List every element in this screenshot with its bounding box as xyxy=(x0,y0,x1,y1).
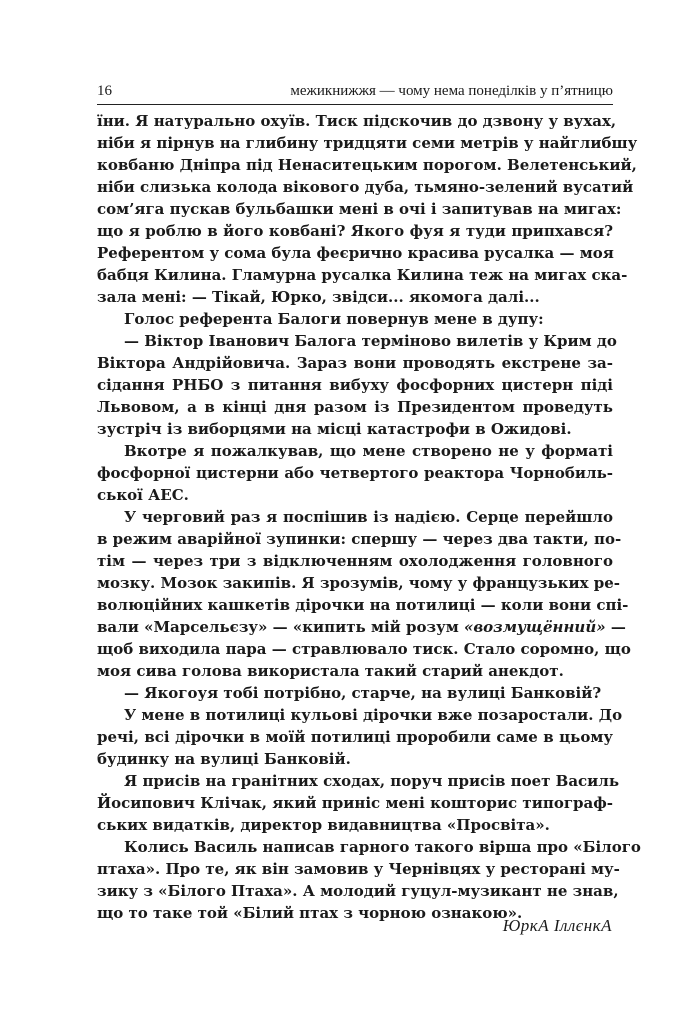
text-line: в режим аварійної зупинки: спершу — через два такти, по- xyxy=(97,530,622,548)
text-line: ковбаню Дніпра під Ненаситецьким порогом. Велетенський, xyxy=(97,156,637,174)
text-line: Голос референта Балоги повернув мене в дупу: xyxy=(124,310,544,328)
text-line: мозку. Мозок закипів. Я зрозумів, чому у французьких ре- xyxy=(97,574,621,592)
text-line: що то таке той «Білий птах з чорною ознакою». xyxy=(97,904,523,922)
text-line: ської АЕС. xyxy=(97,486,189,504)
text-line: зала мені: — Тікай, Юрко, звідси... якомога далі... xyxy=(97,288,540,306)
text-line-start: вали «Марсельєзу» — «кипить мій розум xyxy=(97,618,464,636)
text-line: птаха». Про те, як він замовив у Чернівцях у ресторані му- xyxy=(97,860,620,878)
text-line: що я роблю в його ковбані? Якого фуя я туди припхався? xyxy=(97,222,613,240)
text-line: будинку на вулиці Банковій. xyxy=(97,750,351,768)
text-line: волюційних кашкетів дірочки на потилиці — коли вони спі- xyxy=(97,596,629,614)
italic-quote: «возмущённий» xyxy=(463,618,606,636)
text-line: речі, всі дірочки в моїй потилиці проробили саме в цьому xyxy=(97,728,613,746)
text-line-end: — xyxy=(605,618,626,636)
text-line: ніби слизька колода вікового дуба, тьмяно-зелений вусатий xyxy=(97,178,634,196)
text-line: Йосипович Клічак, який приніс мені кошторис типограф- xyxy=(97,794,613,812)
text-line: моя сива голова використала такий старий анекдот. xyxy=(97,662,564,680)
text-line: У мене в потилиці кульові дірочки вже позаростали. До xyxy=(124,706,623,724)
text-line: Вкотре я пожалкував, що мене створено не у форматі xyxy=(124,442,613,460)
text-line xyxy=(97,616,626,638)
running-title: межикнижжя — чому нема понеділків у п’ятницю xyxy=(290,83,613,99)
text-line: Львовом, а в кінці дня разом із Президентом проведуть xyxy=(97,398,613,416)
text-line: — Якогоуя тобі потрібно, старче, на вулиці Банковій? xyxy=(124,684,602,702)
text-line: Я присів на гранітних сходах, поруч присів поет Василь xyxy=(124,772,620,790)
text-line: У черговий раз я поспішив із надією. Серце перейшло xyxy=(124,508,613,526)
text-line: бабця Килина. Гламурна русалка Килина теж на мигах ска- xyxy=(97,266,628,284)
author-signature: ЮркА ІллєнкА xyxy=(502,916,612,935)
text-line: Віктора Андрійовича. Зараз вони проводять екстрене за- xyxy=(97,354,613,372)
body-text xyxy=(97,110,641,924)
text-line: сом’яга пускав бульбашки мені в очі і запитував на мигах: xyxy=(97,200,622,218)
text-line: ських видатків, директор видавництва «Просвіта». xyxy=(97,816,550,834)
text-line: — Віктор Іванович Балога терміново вилетів у Крим до xyxy=(124,332,617,350)
text-line: фосфорної цистерни або четвертого реактора Чорнобиль- xyxy=(97,464,613,482)
text-line: ніби я пірнув на глибину тридцяти семи метрів у найглибшу xyxy=(97,134,638,152)
text-line: їни. Я натурально охуїв. Тиск підскочив до дзвону у вухах, xyxy=(97,112,617,130)
text-line: зику з «Білого Птаха». А молодий гуцул-музикант не знав, xyxy=(97,882,619,900)
running-header xyxy=(97,82,613,105)
text-line: тім — через три з відключенням охолодження головного xyxy=(97,552,613,570)
text-line: зустріч із виборцями на місці катастрофи в Ожидові. xyxy=(97,420,572,438)
text-line: сідання РНБО з питання вибуху фосфорних цистерн піді xyxy=(97,376,613,394)
text-line: Референтом у сома була феєрично красива русалка — моя xyxy=(97,244,614,262)
text-line: Колись Василь написав гарного такого вірша про «Білого xyxy=(124,838,641,856)
text-line: щоб виходила пара — стравлювало тиск. Стало соромно, що xyxy=(97,640,631,658)
page-number: 16 xyxy=(97,83,112,99)
